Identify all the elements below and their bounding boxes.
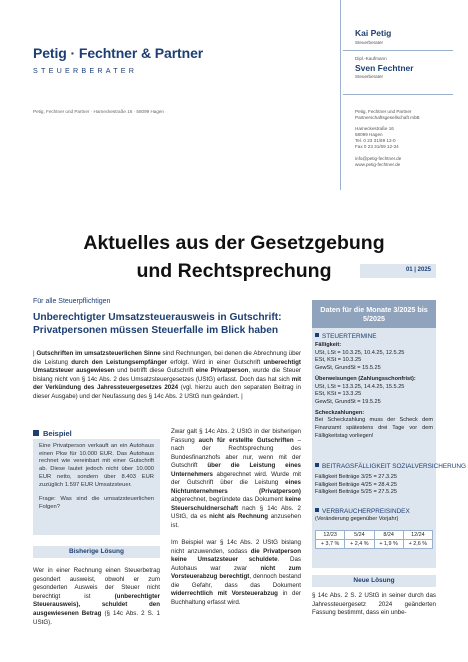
sender-line: Petig, Fechtner und Partner · Hameckestraße 16 · 58099 Hagen bbox=[33, 109, 164, 114]
square-bullet-icon bbox=[33, 430, 39, 436]
square-bullet-icon bbox=[315, 508, 319, 512]
page-title: Aktuelles aus der Gesetzgebung bbox=[83, 232, 385, 254]
contact-role-2: Steuerberater bbox=[355, 74, 384, 79]
example-heading: Beispiel bbox=[33, 429, 72, 438]
fax-number: Fax 0 23 31/69 12-34 bbox=[355, 144, 399, 149]
logo-title: Petig · Fechtner & Partner bbox=[33, 45, 204, 61]
contact-rule bbox=[343, 94, 453, 95]
contact-role-2-top: Dipl.-Kaufmann bbox=[355, 56, 387, 61]
contact-name-1: Kai Petig bbox=[355, 28, 392, 38]
vpi-month: 5/24 bbox=[345, 531, 374, 540]
address-line-2: 58099 Hagen bbox=[355, 132, 383, 137]
issue-badge: 01 | 2025 bbox=[360, 264, 436, 278]
vpi-month: 8/24 bbox=[374, 531, 403, 540]
middle-paragraph-1: Zwar galt § 14c Abs. 2 UStG in der bisherigen Fassung auch für erstellte Gutschriften – nach der Rechtsprechung des Bundesfinanzhofs aber nur, wenn mit der Gutschrift über die Leistung eines Unternehmers abgerechnet wird. Wurde mit der Gutschrift über die Leistung eines Nichtunternehmers (Privatperson) abgerechnet, begründete das Dokument keine Steuerschuldnerschaft nach § 14c Abs. 2 UStG, da es nicht als Rechnung anzusehen ist. bbox=[171, 428, 301, 529]
steuertermine-title: STEUERTERMINE bbox=[315, 333, 377, 340]
firm-name: Petig, Fechtner und Partner bbox=[355, 109, 412, 114]
old-solution-heading: Bisherige Lösung bbox=[33, 546, 160, 558]
square-bullet-icon bbox=[315, 333, 319, 337]
sidebar-heading: Daten für die Monate 3/2025 bis 5/2025 bbox=[312, 300, 436, 328]
beitraege-title: BEITRAGSFÄLLIGKEIT SOZIALVERSICHERUNG bbox=[315, 463, 466, 470]
article-middle-column bbox=[171, 428, 301, 607]
header-divider bbox=[340, 0, 341, 190]
article-intro: | Gutschriften im umsatzsteuerlichen Sinne sind Rechnungen, bei denen die Abrechnung über die Leistung durch den Leistungsempfänger erfolgt. Wird in einer Gutschrift unberechtigt Umsatzsteuer ausgewiesen und betrifft diese Gutschrift eine Privatperson, wurde die Steuer bislang nicht von § 14c Abs. 2 des Umsatzsteuergesetzes (UStG) erfasst. Doch das hat sich mit der Verkündung des Jahressteuergesetzes 2024 (vgl. hierzu auch den separaten Beitrag in dieser Ausgabe) und der Neufassung des § 14c Abs. 2 UStG nun geändert. | bbox=[33, 350, 302, 400]
address-line-1: Hameckestraße 16 bbox=[355, 126, 394, 131]
vpi-value: + 1,9 % bbox=[374, 540, 403, 549]
vpi-subtitle: (Veränderung gegenüber Vorjahr) bbox=[315, 516, 399, 522]
vpi-month: 12/24 bbox=[403, 531, 432, 540]
phone-number: Tel. 0 23 31/69 12-0 bbox=[355, 138, 396, 143]
square-bullet-icon bbox=[315, 463, 319, 467]
vpi-value: + 3,7 % bbox=[316, 540, 345, 549]
example-question: Frage: Was sind die umsatzsteuerlichen Folgen? bbox=[39, 496, 154, 510]
article-kicker: Für alle Steuerpflichtigen bbox=[33, 298, 111, 305]
article-headline: Unberechtigter Umsatzsteuerausweis in Gutschrift: Privatpersonen müssen Steuerfalle im Blick haben bbox=[33, 312, 282, 336]
contact-role-1: Steuerberater bbox=[355, 40, 384, 45]
beitraege-block: Fälligkeit Beiträge 3/25 = 27.3.25 Fälligkeit Beiträge 4/25 = 28.4.25 Fälligkeit Beiträge 5/25 = 27.5.25 bbox=[315, 474, 397, 496]
example-text: Eine Privatperson verkauft an ein Autohaus einen Pkw für 10.000 EUR. Das Autohaus rechnet wie vereinbart mit einer Gutschrift ab. Diese lautet jedoch nicht über 10.000 EUR netto, sondern über 8.403 EUR zuzüglich 1.597 EUR Umsatzsteuer. bbox=[39, 443, 154, 488]
website-link[interactable]: www.petig-fechtner.de bbox=[355, 162, 401, 167]
steuertermine-block: Fälligkeit: USt, LSt = 10.3.25, 10.4.25, 12.5.25 ESt, KSt = 10.3.25 GewSt, GrundSt = 15.5.25 Überweisungen (Zahlungsschonfrist): USt, LSt = 13.3.25, 14.4.25, 15.5.25 ESt, KSt = 13.3.25 GewSt, GrundSt = 19.5.25 Scheckzahlungen: Bei Scheckzahlung muss der Scheck dem Finanzamt spätestens drei Tage vor dem Fälligkeitstag vorliegen! bbox=[315, 342, 433, 439]
example-box bbox=[33, 439, 160, 535]
old-solution-text: Wer in einer Rechnung einen Steuerbetrag gesondert ausweist, obwohl er zum gesonderten Ausweis der Steuer nicht berechtigt ist (unberechtigter Steuerausweis), schuldet den ausgewiesenen Betrag (§ 14c Abs. 2 S. 1 UStG). bbox=[33, 567, 161, 626]
middle-paragraph-2: Im Beispiel war § 14c Abs. 2 UStG bislang nicht anzuwenden, sodass die Privatperson keine Umsatzsteuer schuldete. Das Autohaus war zwar nicht zum Vorsteuerabzug berechtigt, dennoch bestand die Gefahr, dass das Dokument widerrechtlich mit Vorsteuerabzug in der Buchhaltung erfasst wird. bbox=[171, 539, 302, 606]
contact-name-2: Sven Fechtner bbox=[355, 63, 414, 73]
vpi-value: + 2,6 % bbox=[403, 540, 432, 549]
intro-end-marker: | bbox=[239, 392, 243, 400]
logo-subtitle: STEUERBERATER bbox=[33, 66, 138, 75]
new-solution-heading: Neue Lösung bbox=[312, 575, 436, 587]
vpi-month: 12/23 bbox=[316, 531, 345, 540]
vpi-table bbox=[315, 530, 433, 549]
new-solution-text: § 14c Abs. 2 S. 2 UStG in seiner durch das Jahressteuergesetz 2024 geänderten Fassung bestimmt, dass ein unbe- bbox=[312, 592, 436, 617]
page-title-line-2: und Rechtsprechung bbox=[136, 260, 332, 282]
vpi-title: VERBRAUCHERPREISINDEX bbox=[315, 508, 410, 515]
firm-type: Partnerschaftsgesellschaft mbB bbox=[355, 115, 420, 120]
email-link[interactable]: info@petig-fechtner.de bbox=[355, 156, 402, 161]
vpi-value: + 2,4 % bbox=[345, 540, 374, 549]
intro-marker: | bbox=[33, 350, 37, 357]
contact-rule bbox=[343, 50, 453, 51]
